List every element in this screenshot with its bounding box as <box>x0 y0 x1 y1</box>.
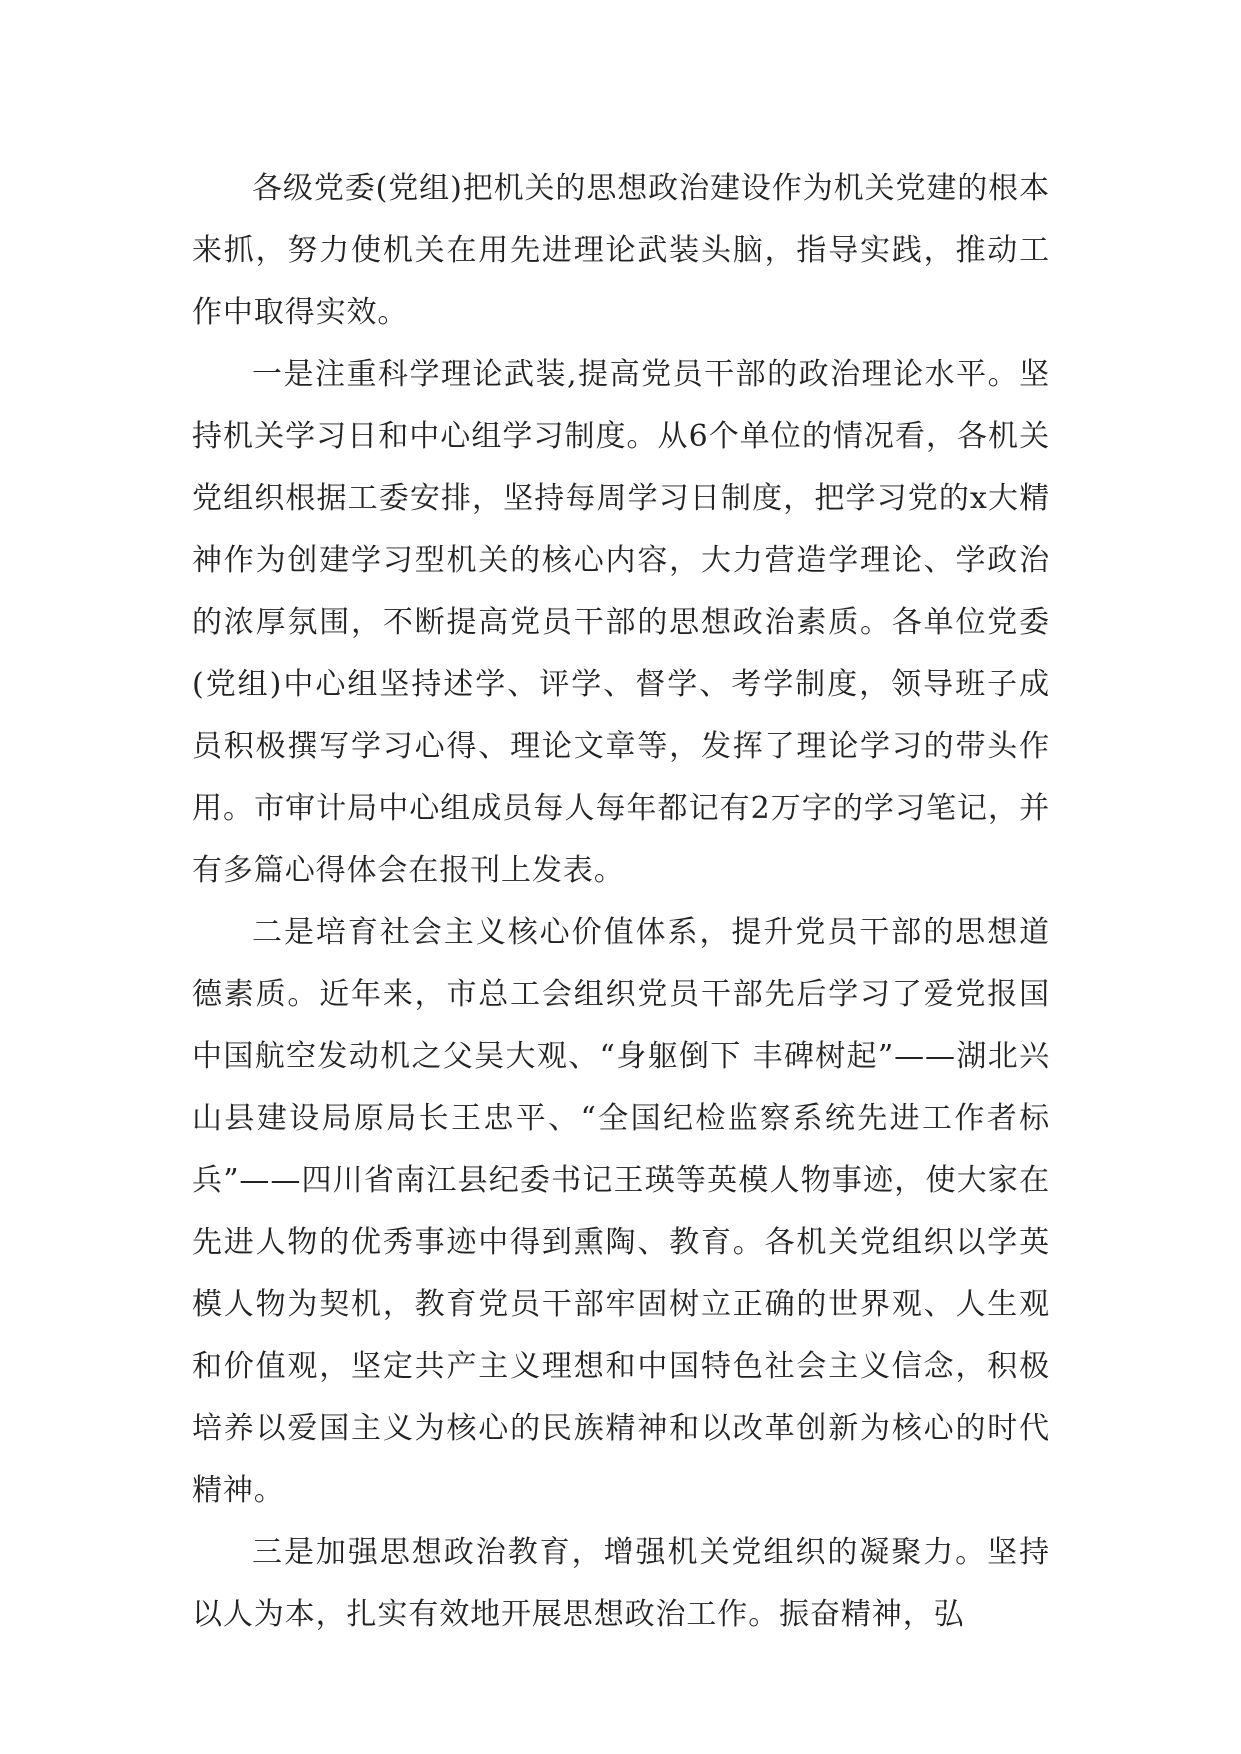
paragraph-political-education: 三是加强思想政治教育，增强机关党组织的凝聚力。坚持以人为本，扎实有效地开展思想政治工作。振奋精神，弘 <box>192 1535 1050 1632</box>
paragraph-theory-study: 一是注重科学理论武装,提高党员干部的政治理论水平。坚持机关学习日和中心组学习制度。从6个单位的情况看，各机关党组织根据工委安排，坚持每周学习日制度，把学习党的x大精神作为创建学习型机关的核心内容，大力营造学理论、学政治的浓厚氛围，不断提高党员干部的思想政治素质。各单位党委(党组)中心组坚持述学、评学、督学、考学制度，领导班子成员积极撰写学习心得、理论文章等，发挥了理论学习的带头作用。市审计局中心组成员每人每年都记有2万字的学习笔记，并有多篇心得体会在报刊上发表。 <box>192 357 1050 888</box>
paragraph-core-values: 二是培育社会主义核心价值体系，提升党员干部的思想道德素质。近年来，市总工会组织党员干部先后学习了爱党报国中国航空发动机之父吴大观、“身躯倒下 丰碑树起”——湖北兴山县建设局原局长王忠平、“全国纪检监察系统先进工作者标兵”——四川省南江县纪委书记王瑛等英模人物事迹，使大家在先进人物的优秀事迹中得到熏陶、教育。各机关党组织以学英模人物为契机，教育党员干部牢固树立正确的世界观、人生观和价值观，坚定共产主义理想和中国特色社会主义信念，积极培养以爱国主义为核心的民族精神和以改革创新为核心的时代精神。 <box>192 915 1050 1508</box>
document-body <box>192 158 1050 1646</box>
paragraph-intro: 各级党委(党组)把机关的思想政治建设作为机关党建的根本来抓，努力使机关在用先进理论武装头脑，指导实践，推动工作中取得实效。 <box>192 171 1050 330</box>
